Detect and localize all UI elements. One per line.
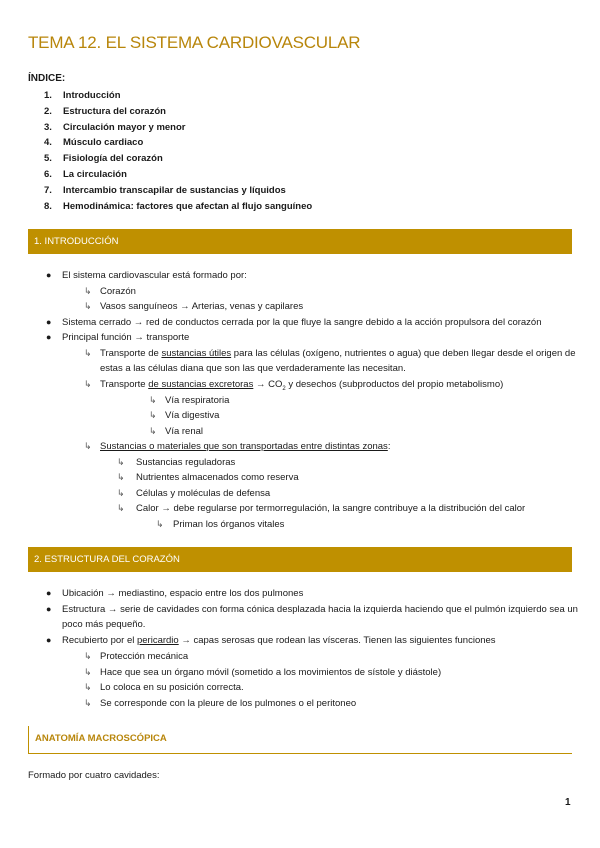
subsection-heading: ANATOMÍA MACROSCÓPICA	[28, 726, 572, 754]
bullet-icon: ●	[46, 635, 52, 645]
index-item: 6. La circulación	[44, 168, 127, 180]
index-item: 7. Intercambio transcapilar de sustancias y líquidos	[44, 184, 286, 196]
bullet-icon: ●	[46, 270, 52, 280]
list-item: Se corresponde con la pleure de los pulmones o el peritoneo	[100, 698, 357, 709]
index-item: 5. Fisiología del corazón	[44, 153, 163, 165]
sub-arrow-icon: ↳	[117, 488, 125, 498]
index-item: 3. Circulación mayor y menor	[44, 121, 186, 133]
sub-arrow-icon: ↳	[149, 410, 157, 420]
list-item: Vía digestiva	[165, 410, 220, 421]
list-item: Corazón	[100, 286, 136, 297]
section-heading-introduccion: 1. INTRODUCCIÓN	[28, 229, 572, 254]
list-item: Recubierto por el pericardio → capas serosas que rodean las vísceras. Tienen las siguientes funciones	[62, 635, 496, 646]
sub-arrow-icon: ↳	[117, 503, 125, 513]
index-label: ÍNDICE:	[28, 73, 66, 84]
list-item: Células y moléculas de defensa	[136, 488, 271, 499]
page-title: TEMA 12. EL SISTEMA CARDIOVASCULAR	[28, 33, 361, 52]
list-item: Transporte de sustancias excretoras → $CO_2$ y desechos (subproductos del propio metabolismo)	[100, 379, 504, 392]
sub-arrow-icon: ↳	[84, 682, 92, 692]
list-item-continuation: poco más pequeño.	[62, 619, 146, 630]
paragraph: Formado por cuatro cavidades:	[28, 770, 160, 781]
sub-arrow-icon: ↳	[117, 472, 125, 482]
sub-arrow-icon: ↳	[84, 667, 92, 677]
list-item-continuation: estas a las células diana que son las que verdaderamente las necesitan.	[100, 363, 406, 374]
index-item: 2. Estructura del corazón	[44, 105, 166, 117]
list-item: Nutrientes almacenados como reserva	[136, 472, 299, 483]
sub-arrow-icon: ↳	[117, 457, 125, 467]
list-item: Sustancias o materiales que son transportadas entre distintas zonas:	[100, 441, 391, 452]
sub-arrow-icon: ↳	[149, 426, 157, 436]
index-item: 4. Músculo cardiaco	[44, 137, 144, 149]
bullet-icon: ●	[46, 317, 52, 327]
list-item: Protección mecánica	[100, 651, 189, 662]
sub-arrow-icon: ↳	[84, 441, 92, 451]
list-item: Vía renal	[165, 426, 204, 437]
sub-arrow-icon: ↳	[84, 379, 92, 389]
list-item: Vía respiratoria	[165, 395, 230, 406]
index-list	[44, 88, 312, 214]
bullet-icon: ●	[46, 604, 52, 614]
list-item: Ubicación → mediastino, espacio entre los dos pulmones	[62, 588, 304, 599]
sub-arrow-icon: ↳	[84, 301, 92, 311]
list-item: El sistema cardiovascular está formado por:	[62, 270, 247, 281]
list-item: Sustancias reguladoras	[136, 457, 236, 468]
list-item: Calor → debe regularse por termorregulación, la sangre contribuye a la distribución del calor	[136, 503, 526, 514]
list-item: Vasos sanguíneos → Arterias, venas y capilares	[100, 301, 304, 312]
bullet-icon: ●	[46, 588, 52, 598]
list-item: Principal función → transporte	[62, 332, 190, 343]
index-item: 1. Introducción	[44, 90, 121, 101]
sub-arrow-icon: ↳	[84, 348, 92, 358]
bullet-icon: ●	[46, 332, 52, 342]
sub-arrow-icon: ↳	[84, 286, 92, 296]
list-item: Sistema cerrado → red de conductos cerrada por la que fluye la sangre debido a la acción propulsora del corazón	[62, 317, 542, 328]
sub-arrow-icon: ↳	[84, 651, 92, 661]
list-item: Estructura → serie de cavidades con forma cónica desplazada hacia la izquierda haciendo que el pulmón izquierdo sea un	[62, 604, 578, 615]
list-item: Hace que sea un órgano móvil (sometido a los movimientos de sístole y diástole)	[100, 667, 442, 678]
sub-arrow-icon: ↳	[156, 519, 164, 529]
page-number: 1	[565, 797, 571, 808]
sub-arrow-icon: ↳	[84, 698, 92, 708]
sub-arrow-icon: ↳	[149, 395, 157, 405]
list-item: Priman los órganos vitales	[173, 519, 285, 530]
index-item: 8. Hemodinámica: factores que afectan al flujo sanguíneo	[44, 200, 313, 212]
list-item: Lo coloca en su posición correcta.	[100, 682, 244, 693]
list-item: Transporte de sustancias útiles para las células (oxígeno, nutrientes o agua) que deben llegar desde el origen de	[100, 348, 576, 359]
section-heading-estructura: 2. ESTRUCTURA DEL CORAZÓN	[28, 547, 572, 572]
